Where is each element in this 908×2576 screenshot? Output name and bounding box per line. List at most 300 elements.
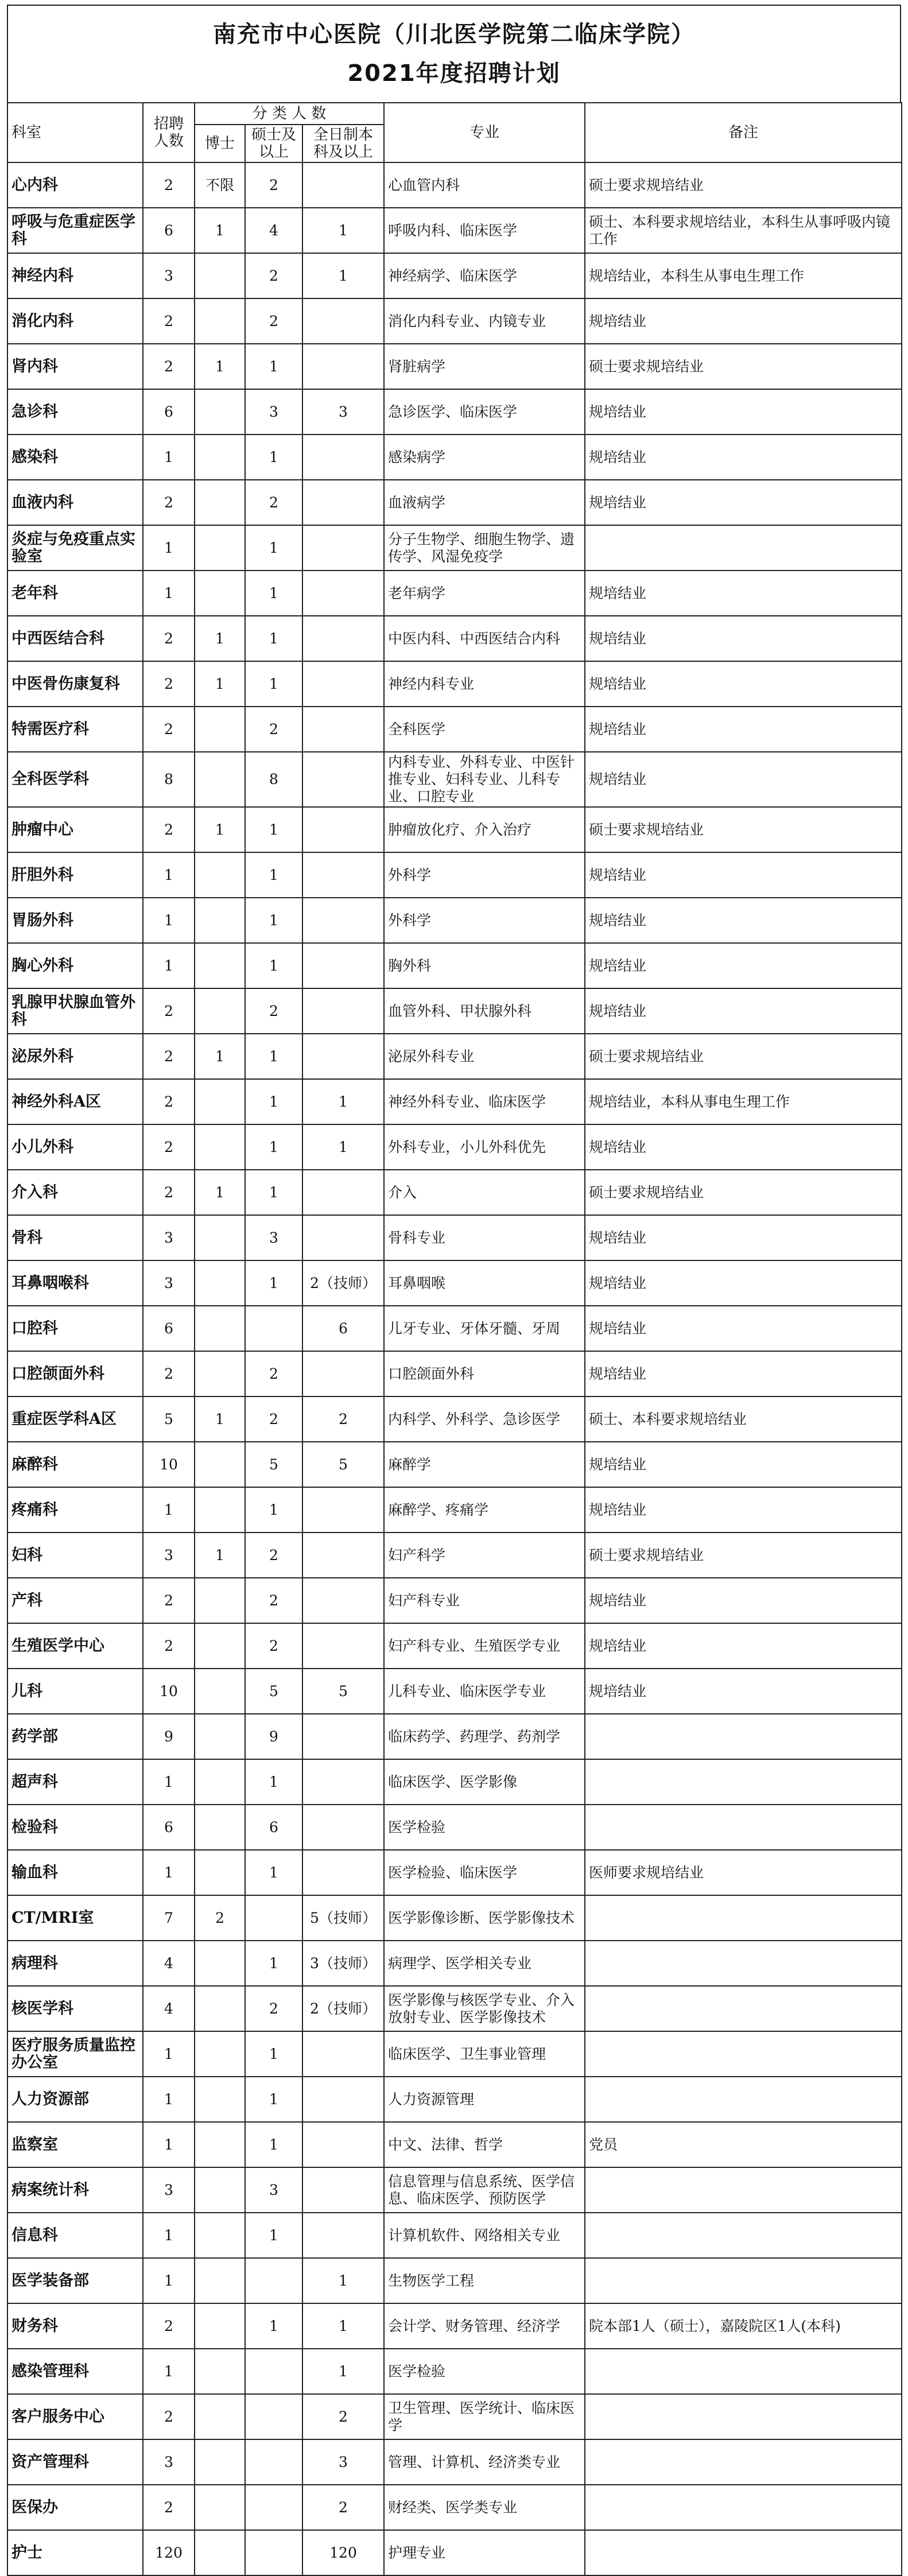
dept-cell: 中西医结合科 [7, 616, 143, 661]
bachelor-cell [302, 707, 384, 752]
bachelor-cell [302, 1850, 384, 1895]
master-cell [245, 2485, 302, 2530]
header-total: 招聘人数 [143, 103, 195, 162]
total-cell: 2 [143, 1351, 195, 1396]
master-cell: 8 [245, 752, 302, 807]
phd-cell [195, 1623, 245, 1669]
note-cell: 规培结业 [585, 1487, 902, 1533]
master-cell: 3 [245, 2167, 302, 2213]
note-cell: 规培结业 [585, 1260, 902, 1306]
total-cell: 4 [143, 1986, 195, 2031]
total-cell: 2 [143, 1079, 195, 1124]
phd-cell [195, 1215, 245, 1260]
table-row [7, 616, 902, 661]
phd-cell [195, 1124, 245, 1170]
title-line-2: 2021年度招聘计划 [347, 60, 561, 87]
note-cell [585, 2077, 902, 2122]
table-row [7, 1034, 902, 1079]
phd-cell: 1 [195, 1396, 245, 1442]
major-cell: 临床医学、医学影像 [384, 1759, 585, 1805]
phd-cell [195, 1442, 245, 1487]
major-cell: 麻醉学 [384, 1442, 585, 1487]
phd-cell [195, 571, 245, 616]
phd-cell [195, 1079, 245, 1124]
title-block [7, 5, 901, 102]
master-cell: 2 [245, 707, 302, 752]
phd-cell: 1 [195, 344, 245, 389]
master-cell: 2 [245, 1396, 302, 1442]
phd-cell: 1 [195, 807, 245, 852]
major-cell: 外科学 [384, 852, 585, 898]
table-row [7, 1941, 902, 1986]
phd-cell [195, 525, 245, 571]
master-cell [245, 1895, 302, 1941]
bachelor-cell [302, 298, 384, 344]
dept-cell: 疼痛科 [7, 1487, 143, 1533]
header-category: 分 类 人 数 [195, 103, 384, 125]
master-cell: 1 [245, 1487, 302, 1533]
phd-cell [195, 2167, 245, 2213]
total-cell: 6 [143, 389, 195, 434]
bachelor-cell [302, 162, 384, 208]
note-cell: 党员 [585, 2122, 902, 2167]
note-cell: 规培结业 [585, 661, 902, 707]
major-cell: 医学检验 [384, 2349, 585, 2394]
table-row [7, 253, 902, 298]
note-cell: 硕士要求规培结业 [585, 1034, 902, 1079]
dept-cell: 神经内科 [7, 253, 143, 298]
header-phd: 博士 [195, 125, 245, 162]
table-row [7, 852, 902, 898]
dept-cell: 肝胆外科 [7, 852, 143, 898]
major-cell: 口腔颌面外科 [384, 1351, 585, 1396]
note-cell [585, 1895, 902, 1941]
bachelor-cell [302, 1623, 384, 1669]
total-cell: 5 [143, 1396, 195, 1442]
total-cell: 2 [143, 807, 195, 852]
table-row [7, 162, 902, 208]
table-row [7, 2077, 902, 2122]
title-line-1: 南充市中心医院（川北医学院第二临床学院） [213, 21, 695, 48]
bachelor-cell [302, 434, 384, 480]
total-cell: 6 [143, 208, 195, 253]
master-cell: 2 [245, 988, 302, 1034]
major-cell: 生物医学工程 [384, 2258, 585, 2303]
phd-cell [195, 2303, 245, 2349]
phd-cell [195, 480, 245, 525]
table-row [7, 2258, 902, 2303]
bachelor-cell: 1 [302, 2258, 384, 2303]
major-cell: 临床医学、卫生事业管理 [384, 2031, 585, 2077]
note-cell: 规培结业 [585, 1306, 902, 1351]
table-row [7, 344, 902, 389]
dept-cell: 产科 [7, 1578, 143, 1623]
note-cell: 规培结业 [585, 1124, 902, 1170]
total-cell: 2 [143, 1170, 195, 1215]
bachelor-cell [302, 661, 384, 707]
master-cell: 5 [245, 1442, 302, 1487]
dept-cell: 胃肠外科 [7, 898, 143, 943]
phd-cell [195, 2258, 245, 2303]
master-cell: 1 [245, 2031, 302, 2077]
dept-cell: CT/MRI室 [7, 1895, 143, 1941]
master-cell: 1 [245, 571, 302, 616]
master-cell [245, 2530, 302, 2575]
total-cell: 1 [143, 2213, 195, 2258]
bachelor-cell [302, 2167, 384, 2213]
bachelor-cell [302, 344, 384, 389]
phd-cell [195, 2394, 245, 2439]
note-cell: 规培结业 [585, 1442, 902, 1487]
table-row [7, 707, 902, 752]
major-cell: 外科专业，小儿外科优先 [384, 1124, 585, 1170]
note-cell [585, 1714, 902, 1759]
bachelor-cell: 6 [302, 1306, 384, 1351]
phd-cell [195, 434, 245, 480]
major-cell: 儿科专业、临床医学专业 [384, 1669, 585, 1714]
table-row [7, 480, 902, 525]
phd-cell: 1 [195, 616, 245, 661]
total-cell: 1 [143, 2031, 195, 2077]
phd-cell [195, 2530, 245, 2575]
phd-cell [195, 389, 245, 434]
bachelor-cell: 120 [302, 2530, 384, 2575]
table-row [7, 2439, 902, 2485]
phd-cell [195, 2213, 245, 2258]
dept-cell: 儿科 [7, 1669, 143, 1714]
master-cell [245, 2349, 302, 2394]
note-cell: 规培结业 [585, 389, 902, 434]
bachelor-cell [302, 525, 384, 571]
dept-cell: 耳鼻咽喉科 [7, 1260, 143, 1306]
master-cell: 2 [245, 162, 302, 208]
master-cell: 2 [245, 298, 302, 344]
master-cell [245, 1306, 302, 1351]
bachelor-cell: 2 [302, 2394, 384, 2439]
phd-cell: 1 [195, 1034, 245, 1079]
note-cell: 医师要求规培结业 [585, 1850, 902, 1895]
major-cell: 血管外科、甲状腺外科 [384, 988, 585, 1034]
phd-cell [195, 1759, 245, 1805]
dept-cell: 肾内科 [7, 344, 143, 389]
note-cell: 硕士要求规培结业 [585, 1170, 902, 1215]
major-cell: 计算机软件、网络相关专业 [384, 2213, 585, 2258]
dept-cell: 财务科 [7, 2303, 143, 2349]
major-cell: 医学检验 [384, 1805, 585, 1850]
note-cell: 规培结业 [585, 943, 902, 988]
total-cell: 2 [143, 988, 195, 1034]
total-cell: 2 [143, 661, 195, 707]
total-cell: 1 [143, 1759, 195, 1805]
note-cell: 硕士要求规培结业 [585, 344, 902, 389]
note-cell: 规培结业 [585, 898, 902, 943]
bachelor-cell [302, 1170, 384, 1215]
table-row [7, 1850, 902, 1895]
table-row [7, 434, 902, 480]
phd-cell [195, 943, 245, 988]
master-cell: 2 [245, 253, 302, 298]
major-cell: 管理、计算机、经济类专业 [384, 2439, 585, 2485]
table-row [7, 988, 902, 1034]
total-cell: 2 [143, 344, 195, 389]
bachelor-cell: 5 [302, 1442, 384, 1487]
total-cell: 2 [143, 480, 195, 525]
dept-cell: 心内科 [7, 162, 143, 208]
note-cell: 规培结业 [585, 752, 902, 807]
bachelor-cell: 1 [302, 208, 384, 253]
major-cell: 感染病学 [384, 434, 585, 480]
major-cell: 全科医学 [384, 707, 585, 752]
note-cell [585, 1805, 902, 1850]
recruitment-table [7, 102, 902, 2576]
major-cell: 神经外科专业、临床医学 [384, 1079, 585, 1124]
dept-cell: 医疗服务质量监控办公室 [7, 2031, 143, 2077]
master-cell: 9 [245, 1714, 302, 1759]
phd-cell [195, 1351, 245, 1396]
major-cell: 卫生管理、医学统计、临床医学 [384, 2394, 585, 2439]
note-cell: 规培结业 [585, 1623, 902, 1669]
major-cell: 呼吸内科、临床医学 [384, 208, 585, 253]
note-cell: 硕士要求规培结业 [585, 162, 902, 208]
dept-cell: 胸心外科 [7, 943, 143, 988]
dept-cell: 急诊科 [7, 389, 143, 434]
table-row [7, 1669, 902, 1714]
master-cell: 3 [245, 1215, 302, 1260]
major-cell: 信息管理与信息系统、医学信息、临床医学、预防医学 [384, 2167, 585, 2213]
dept-cell: 老年科 [7, 571, 143, 616]
bachelor-cell [302, 1759, 384, 1805]
bachelor-cell [302, 2077, 384, 2122]
master-cell: 1 [245, 1079, 302, 1124]
bachelor-cell: 3 [302, 2439, 384, 2485]
table-row [7, 1170, 902, 1215]
major-cell: 妇产科专业、生殖医学专业 [384, 1623, 585, 1669]
dept-cell: 药学部 [7, 1714, 143, 1759]
table-row [7, 1623, 902, 1669]
note-cell [585, 2530, 902, 2575]
master-cell: 1 [245, 2077, 302, 2122]
total-cell: 2 [143, 2303, 195, 2349]
total-cell: 2 [143, 2485, 195, 2530]
header-major: 专业 [384, 103, 585, 162]
major-cell: 介入 [384, 1170, 585, 1215]
dept-cell: 感染科 [7, 434, 143, 480]
table-row [7, 1487, 902, 1533]
note-cell: 硕士要求规培结业 [585, 807, 902, 852]
dept-cell: 乳腺甲状腺血管外科 [7, 988, 143, 1034]
dept-cell: 妇科 [7, 1533, 143, 1578]
phd-cell [195, 1805, 245, 1850]
note-cell: 规培结业 [585, 1351, 902, 1396]
dept-cell: 护士 [7, 2530, 143, 2575]
table-row [7, 2394, 902, 2439]
major-cell: 医学影像诊断、医学影像技术 [384, 1895, 585, 1941]
total-cell: 120 [143, 2530, 195, 2575]
major-cell: 泌尿外科专业 [384, 1034, 585, 1079]
table-row [7, 661, 902, 707]
total-cell: 10 [143, 1669, 195, 1714]
major-cell: 会计学、财务管理、经济学 [384, 2303, 585, 2349]
note-cell: 规培结业，本科生从事电生理工作 [585, 253, 902, 298]
dept-cell: 口腔科 [7, 1306, 143, 1351]
dept-cell: 信息科 [7, 2213, 143, 2258]
total-cell: 1 [143, 2258, 195, 2303]
bachelor-cell [302, 1351, 384, 1396]
table-row [7, 807, 902, 852]
bachelor-cell: 2（技师） [302, 1986, 384, 2031]
total-cell: 2 [143, 298, 195, 344]
dept-cell: 炎症与免疫重点实验室 [7, 525, 143, 571]
bachelor-cell: 2（技师） [302, 1260, 384, 1306]
bachelor-cell [302, 898, 384, 943]
major-cell: 财经类、医学类专业 [384, 2485, 585, 2530]
dept-cell: 核医学科 [7, 1986, 143, 2031]
bachelor-cell [302, 2122, 384, 2167]
master-cell: 2 [245, 1623, 302, 1669]
major-cell: 心血管内科 [384, 162, 585, 208]
phd-cell [195, 298, 245, 344]
bachelor-cell [302, 943, 384, 988]
table-row [7, 1533, 902, 1578]
total-cell: 6 [143, 1805, 195, 1850]
master-cell: 2 [245, 1351, 302, 1396]
table-row [7, 1759, 902, 1805]
major-cell: 神经病学、临床医学 [384, 253, 585, 298]
dept-cell: 客户服务中心 [7, 2394, 143, 2439]
phd-cell [195, 2439, 245, 2485]
table-row [7, 2213, 902, 2258]
table-row [7, 2303, 902, 2349]
total-cell: 8 [143, 752, 195, 807]
major-cell: 中文、法律、哲学 [384, 2122, 585, 2167]
table-row [7, 898, 902, 943]
bachelor-cell [302, 852, 384, 898]
recruitment-sheet [7, 5, 901, 2576]
master-cell: 5 [245, 1669, 302, 1714]
total-cell: 10 [143, 1442, 195, 1487]
phd-cell [195, 898, 245, 943]
header-bachelor: 全日制本科及以上 [302, 125, 384, 162]
total-cell: 2 [143, 616, 195, 661]
note-cell: 院本部1人（硕士），嘉陵院区1人(本科) [585, 2303, 902, 2349]
phd-cell [195, 988, 245, 1034]
major-cell: 胸外科 [384, 943, 585, 988]
total-cell: 2 [143, 162, 195, 208]
dept-cell: 医学装备部 [7, 2258, 143, 2303]
phd-cell [195, 2077, 245, 2122]
note-cell: 规培结业 [585, 1669, 902, 1714]
major-cell: 临床药学、药理学、药剂学 [384, 1714, 585, 1759]
dept-cell: 血液内科 [7, 480, 143, 525]
total-cell: 1 [143, 571, 195, 616]
major-cell: 老年病学 [384, 571, 585, 616]
master-cell: 1 [245, 1124, 302, 1170]
dept-cell: 资产管理科 [7, 2439, 143, 2485]
table-row [7, 2167, 902, 2213]
table-row [7, 571, 902, 616]
major-cell: 肾脏病学 [384, 344, 585, 389]
total-cell: 1 [143, 898, 195, 943]
table-body [7, 162, 902, 2575]
total-cell: 1 [143, 2077, 195, 2122]
bachelor-cell [302, 616, 384, 661]
table-row [7, 1351, 902, 1396]
major-cell: 护理专业 [384, 2530, 585, 2575]
dept-cell: 特需医疗科 [7, 707, 143, 752]
table-row [7, 2485, 902, 2530]
note-cell: 规培结业 [585, 571, 902, 616]
table-row [7, 2349, 902, 2394]
bachelor-cell [302, 1578, 384, 1623]
major-cell: 麻醉学、疼痛学 [384, 1487, 585, 1533]
master-cell [245, 2258, 302, 2303]
bachelor-cell [302, 1034, 384, 1079]
master-cell: 1 [245, 1170, 302, 1215]
bachelor-cell [302, 2213, 384, 2258]
dept-cell: 小儿外科 [7, 1124, 143, 1170]
total-cell: 3 [143, 1260, 195, 1306]
total-cell: 3 [143, 1215, 195, 1260]
total-cell: 1 [143, 852, 195, 898]
major-cell: 耳鼻咽喉 [384, 1260, 585, 1306]
phd-cell [195, 2031, 245, 2077]
total-cell: 2 [143, 1623, 195, 1669]
phd-cell [195, 1850, 245, 1895]
master-cell: 1 [245, 2303, 302, 2349]
dept-cell: 生殖医学中心 [7, 1623, 143, 1669]
note-cell [585, 525, 902, 571]
major-cell: 妇产科专业 [384, 1578, 585, 1623]
note-cell: 规培结业 [585, 298, 902, 344]
note-cell [585, 2031, 902, 2077]
table-row [7, 1215, 902, 1260]
major-cell: 儿牙专业、牙体牙髓、牙周 [384, 1306, 585, 1351]
master-cell [245, 2394, 302, 2439]
bachelor-cell [302, 571, 384, 616]
total-cell: 2 [143, 1034, 195, 1079]
master-cell: 1 [245, 852, 302, 898]
dept-cell: 中医骨伤康复科 [7, 661, 143, 707]
bachelor-cell [302, 988, 384, 1034]
total-cell: 7 [143, 1895, 195, 1941]
major-cell: 内科专业、外科专业、中医针推专业、妇科专业、儿科专业、口腔专业 [384, 752, 585, 807]
master-cell: 1 [245, 1260, 302, 1306]
total-cell: 1 [143, 2349, 195, 2394]
master-cell: 2 [245, 480, 302, 525]
total-cell: 4 [143, 1941, 195, 1986]
header-dept: 科室 [7, 103, 143, 162]
phd-cell [195, 1487, 245, 1533]
total-cell: 3 [143, 2167, 195, 2213]
table-row [7, 525, 902, 571]
bachelor-cell: 5 [302, 1669, 384, 1714]
note-cell: 规培结业 [585, 434, 902, 480]
master-cell: 4 [245, 208, 302, 253]
bachelor-cell [302, 1215, 384, 1260]
table-row [7, 752, 902, 807]
master-cell: 1 [245, 2213, 302, 2258]
bachelor-cell: 2 [302, 2485, 384, 2530]
dept-cell: 重症医学科A区 [7, 1396, 143, 1442]
bachelor-cell [302, 1487, 384, 1533]
bachelor-cell: 3 [302, 389, 384, 434]
phd-cell [195, 1986, 245, 2031]
bachelor-cell [302, 1533, 384, 1578]
dept-cell: 病理科 [7, 1941, 143, 1986]
note-cell: 规培结业 [585, 616, 902, 661]
table-row [7, 1124, 902, 1170]
master-cell: 1 [245, 661, 302, 707]
